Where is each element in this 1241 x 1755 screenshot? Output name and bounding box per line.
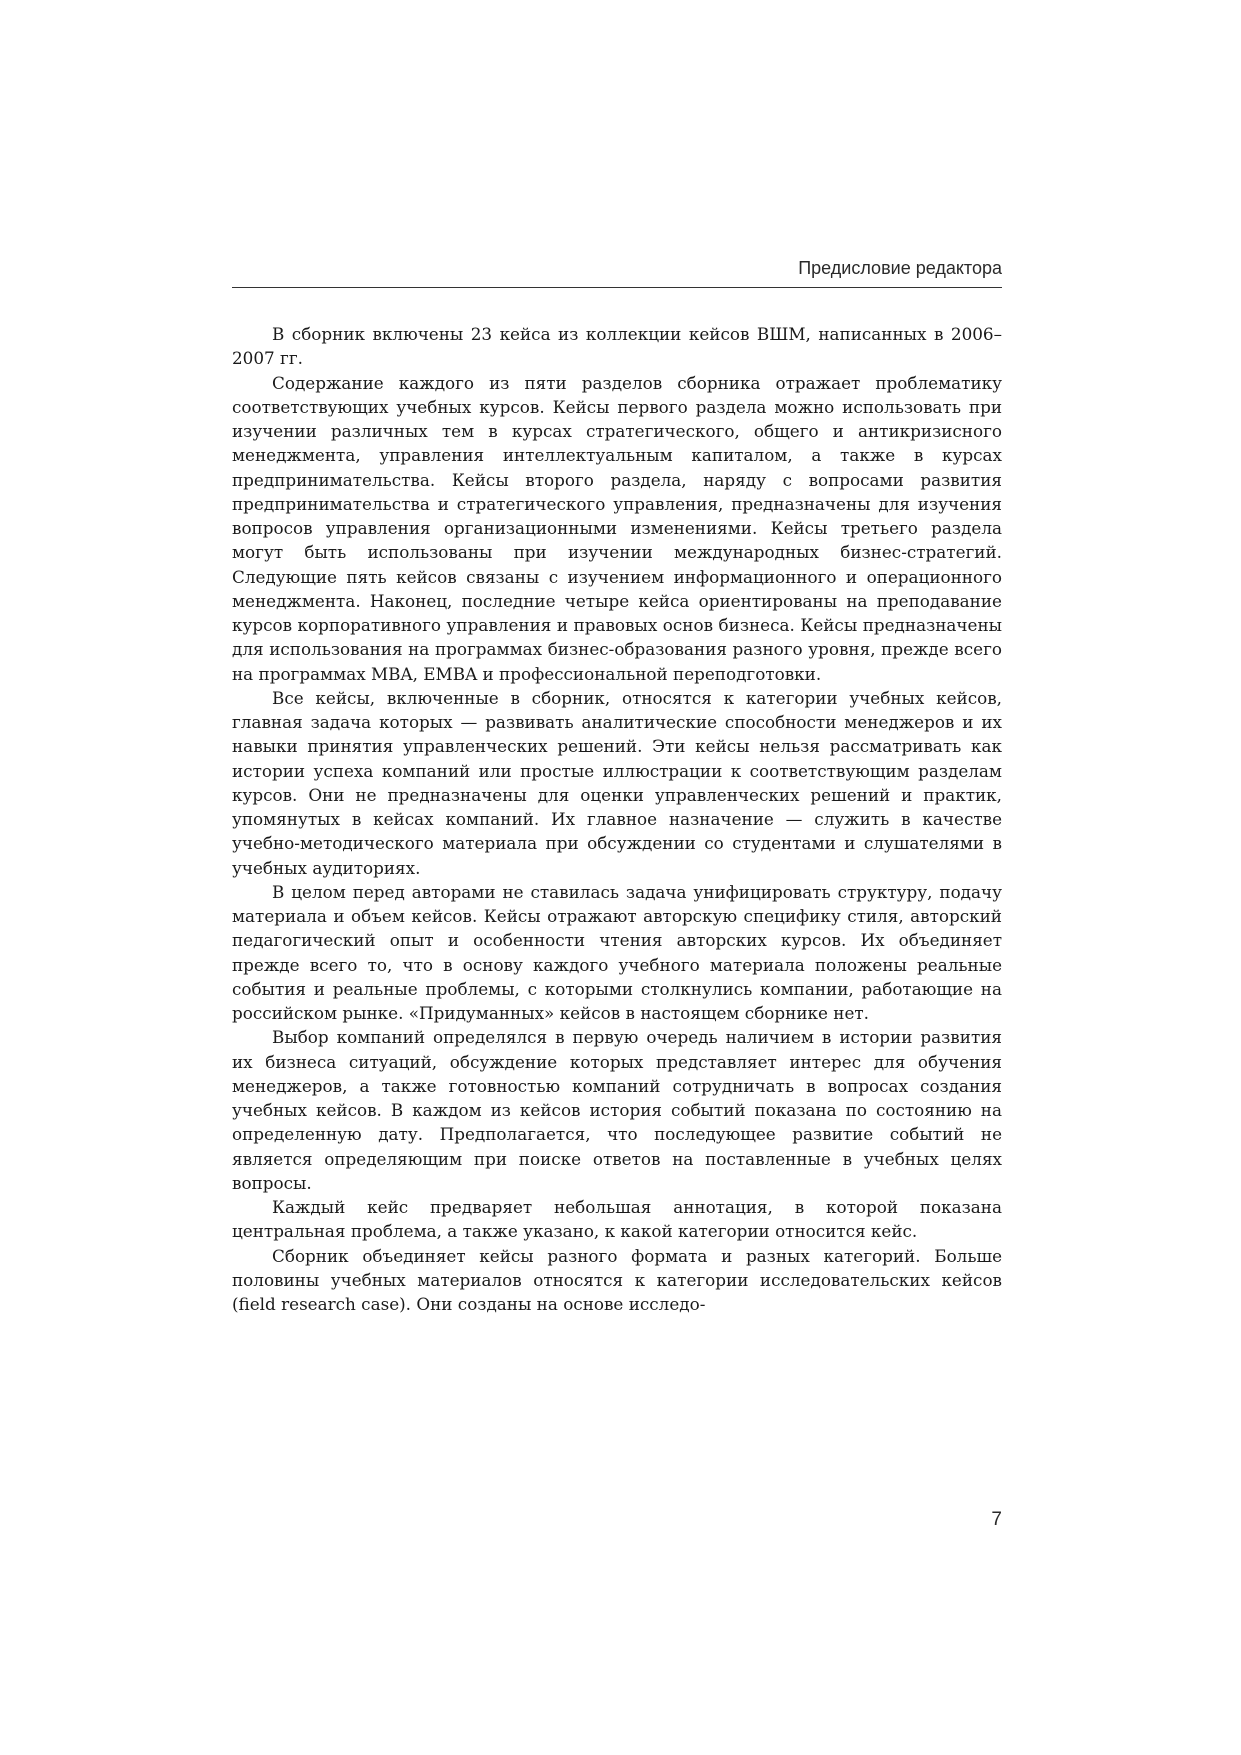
paragraph: Содержание каждого из пяти разделов сборника отражает проблематику соответствующих учебных курсов. Кейсы первого раздела можно использовать при изучении различных тем в курсах стратегического, общего и антикризисного менеджмента, управления интеллектуальным капиталом, а также в курсах предпринимательства. Кейсы второго раздела, наряду с вопросами развития предпринимательства и стратегического управления, предназначены для изучения вопросов управления организационными изменениями. Кейсы третьего раздела могут быть использованы при изучении международных бизнес-стратегий. Следующие пять кейсов связаны с изучением информационного и операционного менеджмента. Наконец, последние четыре кейса ориентированы на преподавание курсов корпоративного управления и правовых основ бизнеса. Кейсы предназначены для использования на программах бизнес-образования разного уровня, прежде всего на программах MBA, EMBA и профессиональной переподготовки.: [232, 372, 1002, 684]
paragraph: Все кейсы, включенные в сборник, относятся к категории учебных кейсов, главная задача которых — развивать аналитические способности менеджеров и их навыки принятия управленческих решений. Эти кейсы нельзя рассматривать как истории успеха компаний или простые иллюстрации к соответствующим разделам курсов. Они не предназначены для оценки управленческих решений и практик, упомянутых в кейсах компаний. Их главное назначение — служить в качестве учебно-методического материала при обсуждении со студентами и слушателями в учебных аудиториях.: [232, 687, 1002, 878]
page-number: 7: [991, 1509, 1002, 1530]
paragraph: В сборник включены 23 кейса из коллекции кейсов ВШМ, написанных в 2006–2007 гг.: [232, 324, 1002, 369]
header-rule: [232, 287, 1002, 288]
paragraph: Каждый кейс предваряет небольшая аннотация, в которой показана центральная проблема, а также указано, к какой категории относится кейс.: [232, 1197, 1002, 1242]
body-text: [232, 322, 1002, 1316]
paragraph: Выбор компаний определялся в первую очередь наличием в истории развития их бизнеса ситуаций, обсуждение которых представляет интерес для обучения менеджеров, а также готовностью компаний сотрудничать в вопросах создания учебных кейсов. В каждом из кейсов история событий показана по состоянию на определенную дату. Предполагается, что последующее развитие событий не является определяющим при поиске ответов на поставленные в учебных целях вопросы.: [232, 1027, 1002, 1193]
paragraph: Сборник объединяет кейсы разного формата и разных категорий. Больше половины учебных материалов относятся к категории исследовательских кейсов (field research case). Они созданы на основе исследо-: [232, 1245, 1002, 1314]
running-head-title: Предисловие редактора: [798, 258, 1002, 278]
paragraph: В целом перед авторами не ставилась задача унифицировать структуру, подачу материала и объем кейсов. Кейсы отражают авторскую специфику стиля, авторский педагогический опыт и особенности чтения авторских курсов. Их объединяет прежде всего то, что в основу каждого учебного материала положены реальные события и реальные проблемы, с которыми столкнулись компании, работающие на российском рынке. «Придуманных» кейсов в настоящем сборнике нет.: [232, 881, 1002, 1023]
